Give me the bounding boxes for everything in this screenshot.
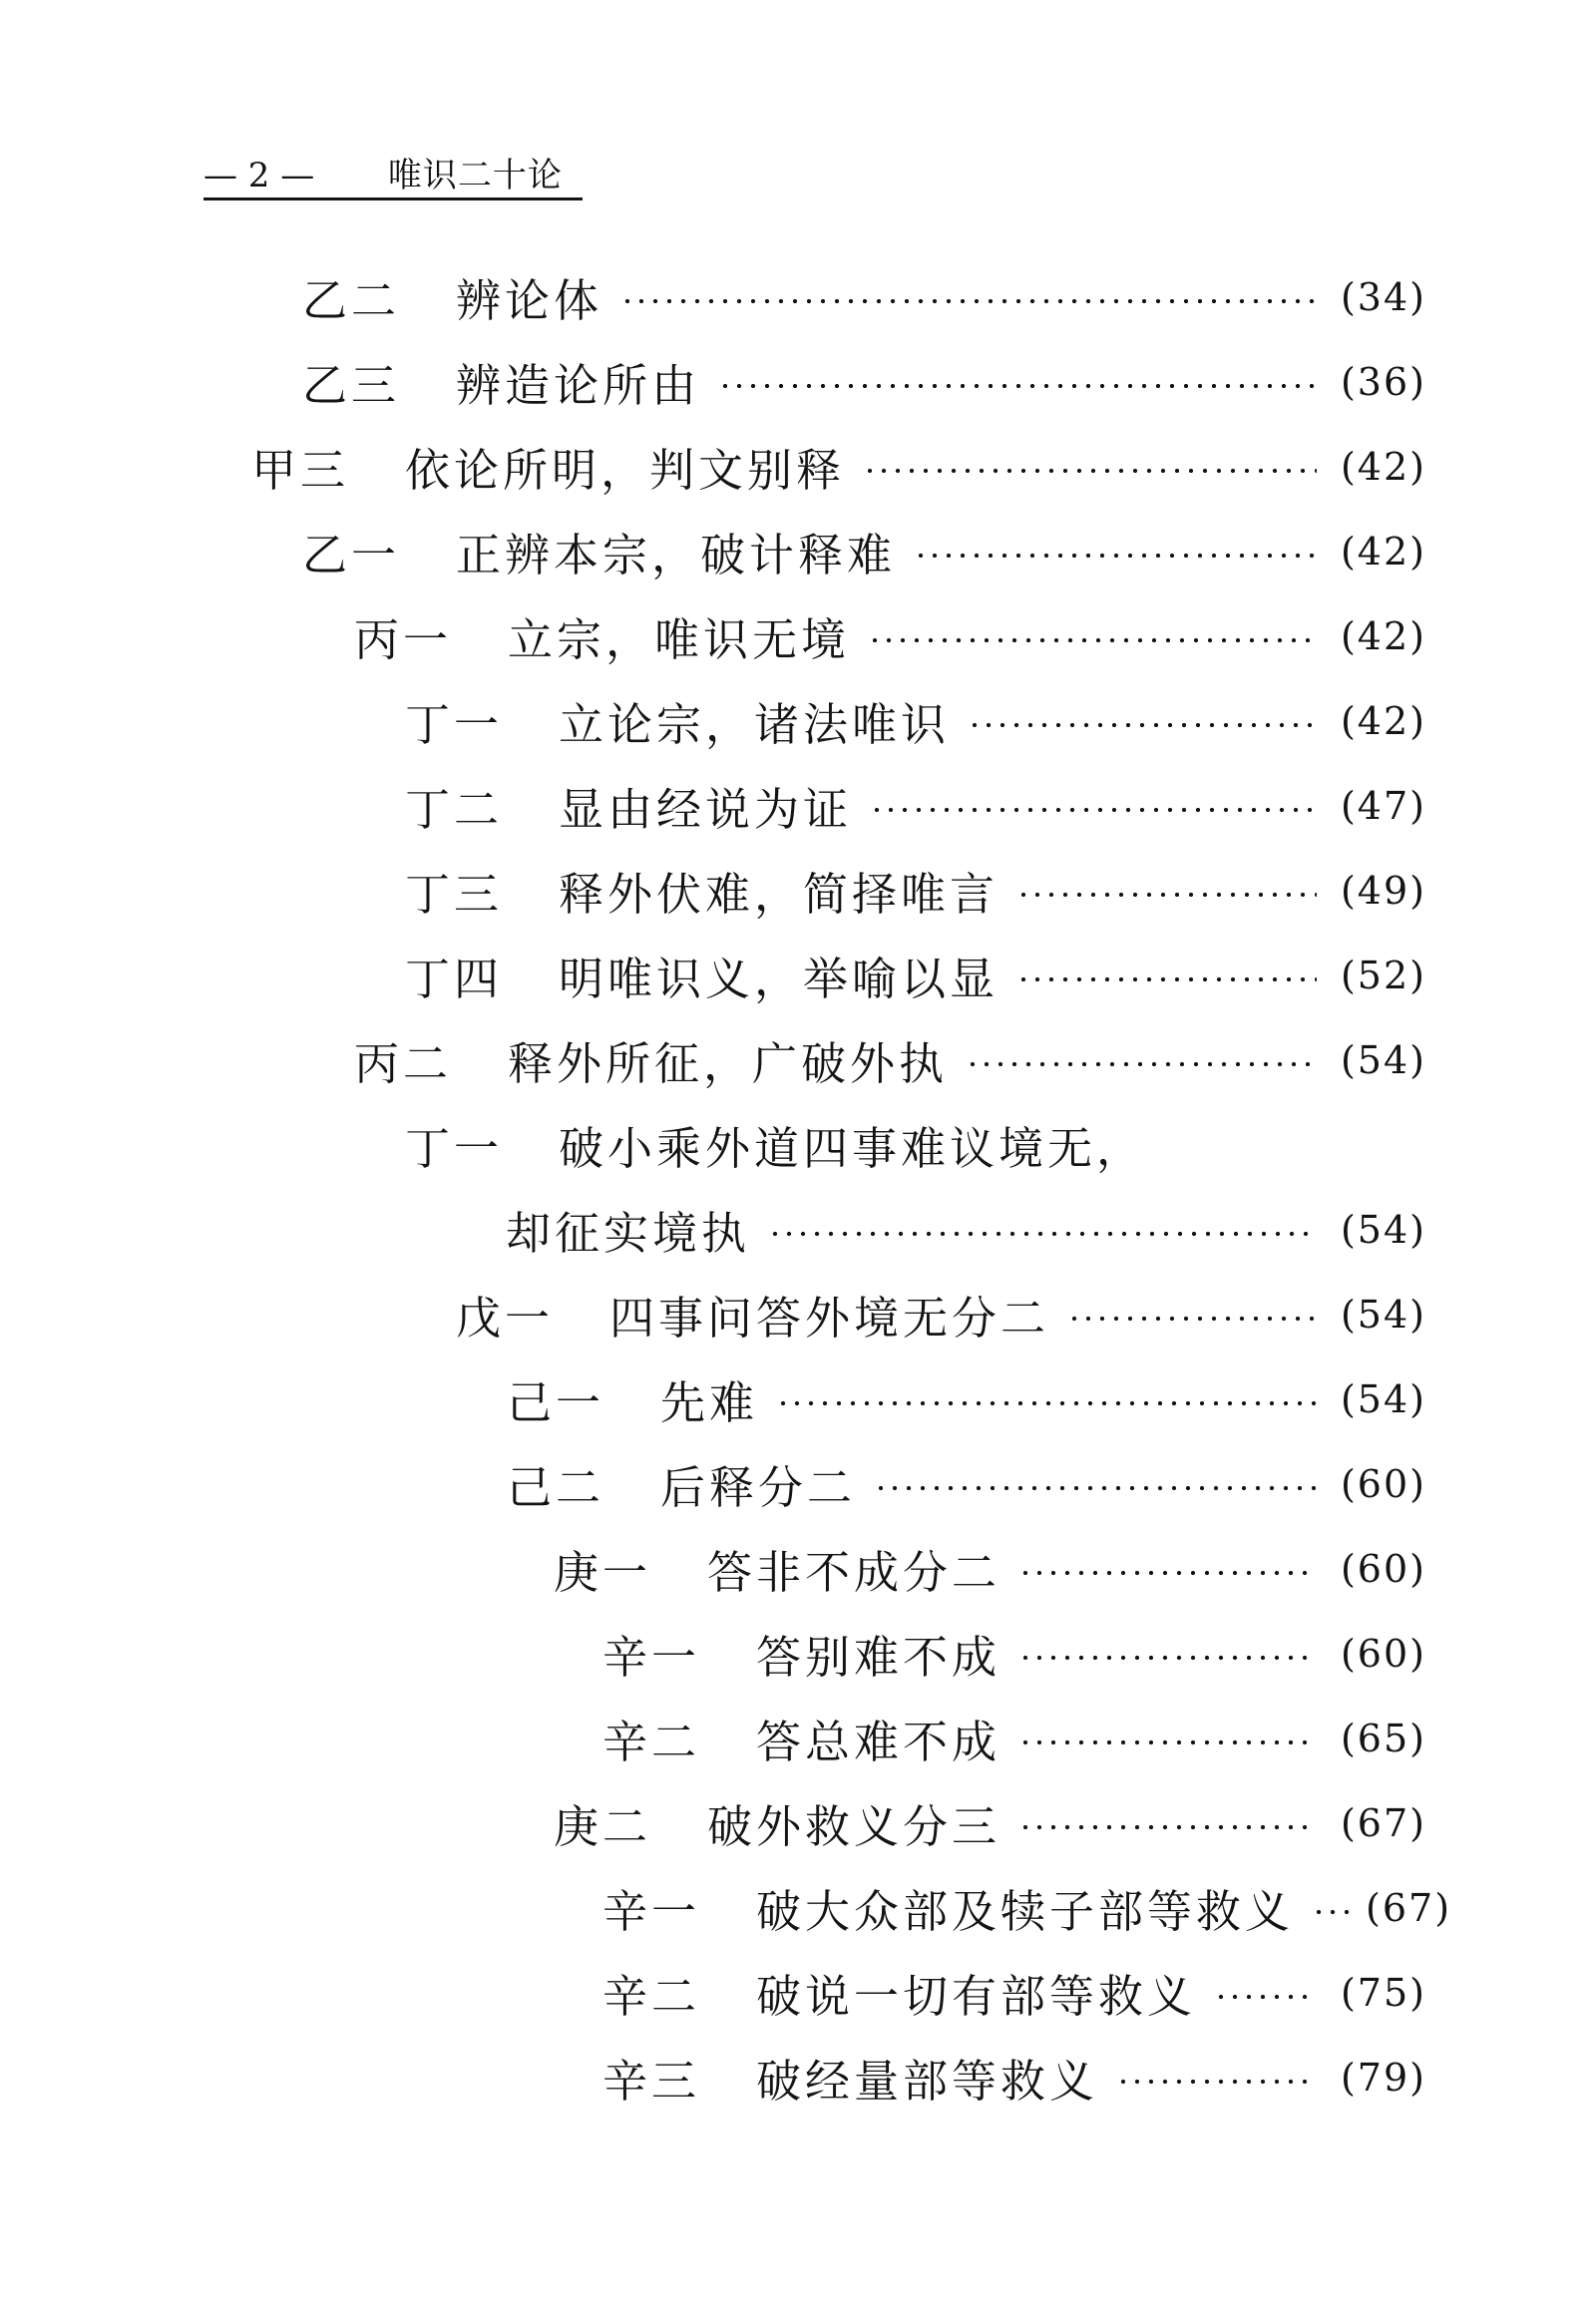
toc-entry[interactable] (0, 1611, 1596, 1696)
toc-entry[interactable] (0, 1356, 1596, 1441)
toc-section-label: 丙一 (354, 613, 453, 666)
toc-entry-line (405, 763, 1426, 848)
toc-heading: 却征实境执 (506, 1207, 751, 1260)
toc-page-number: (65) (1340, 1716, 1426, 1760)
toc-entry[interactable] (0, 1441, 1596, 1526)
toc-page-number: (47) (1340, 783, 1426, 828)
toc-entry-line (506, 1187, 1426, 1272)
toc-entry-line (251, 424, 1426, 509)
dot-leader (620, 298, 1317, 304)
toc-section-label: 丁一 (405, 1122, 504, 1175)
toc-entry[interactable] (0, 2035, 1596, 2119)
toc-entry-line (507, 1356, 1426, 1441)
toc-entry[interactable] (0, 1950, 1596, 2035)
toc-page-number: (54) (1340, 1292, 1426, 1337)
dot-leader (914, 553, 1317, 559)
toc-section-label: 丁四 (405, 953, 504, 1005)
toc-section-label: 己一 (507, 1376, 605, 1429)
toc-page-number: (54) (1340, 1037, 1426, 1082)
toc-entry-line (354, 593, 1426, 678)
dot-leader (968, 722, 1317, 728)
dot-leader (1018, 1570, 1317, 1576)
toc-page-number: (79) (1340, 2055, 1426, 2100)
toc-entry[interactable] (0, 254, 1596, 339)
toc-section-label: 乙三 (302, 359, 401, 412)
page-folio: — 2 — (203, 156, 315, 195)
toc-page-number: (60) (1340, 1631, 1426, 1676)
dot-leader (863, 468, 1317, 474)
dot-leader (1018, 1655, 1317, 1661)
toc-entry[interactable] (0, 1865, 1596, 1950)
toc-entry[interactable] (0, 424, 1596, 509)
toc-heading: 立宗，唯识无境 (508, 613, 851, 666)
toc-page-number: (42) (1340, 529, 1426, 574)
toc-section-label: 庚一 (554, 1546, 652, 1599)
toc-entry-line (554, 1780, 1426, 1865)
toc-section-label: 辛二 (602, 1970, 701, 2023)
toc-section-label: 辛三 (602, 2055, 701, 2108)
toc-heading: 依论所明，判文别释 (405, 444, 846, 497)
toc-section-label: 丁一 (405, 698, 504, 751)
toc-page-number: (60) (1340, 1461, 1426, 1506)
toc-entry-line (302, 254, 1426, 339)
toc-heading: 显由经说为证 (559, 783, 853, 836)
toc-entry[interactable] (0, 593, 1596, 678)
toc-page-number: (60) (1340, 1546, 1426, 1591)
toc-entry[interactable] (0, 763, 1596, 848)
dot-leader (1067, 1316, 1317, 1322)
toc-entry[interactable] (0, 848, 1596, 933)
toc-entry[interactable] (0, 1526, 1596, 1611)
toc-heading: 后释分二 (660, 1461, 857, 1514)
toc-entry[interactable] (0, 1696, 1596, 1780)
toc-entry-line (602, 1950, 1426, 2035)
toc-entry[interactable] (0, 1017, 1596, 1102)
toc-heading: 破说一切有部等救义 (756, 1970, 1197, 2023)
running-header (203, 150, 563, 201)
toc-section-label: 丙二 (354, 1037, 453, 1090)
toc-entry-line (354, 1017, 1426, 1102)
dot-leader (874, 1485, 1317, 1491)
toc-page-number: (67) (1340, 1800, 1426, 1845)
toc-entry[interactable] (0, 1187, 1596, 1272)
toc-section-label: 辛一 (602, 1631, 701, 1684)
dot-leader (1018, 1824, 1317, 1830)
toc-page-number: (42) (1340, 613, 1426, 658)
toc-section-label: 乙二 (302, 274, 401, 327)
book-title: 唯识二十论 (387, 156, 563, 195)
toc-entry-line (405, 848, 1426, 933)
dot-leader (966, 1061, 1317, 1067)
toc-entry[interactable] (0, 1102, 1596, 1187)
toc-entry[interactable] (0, 933, 1596, 1017)
toc-entry-line (507, 1441, 1426, 1526)
toc-page-number: (34) (1340, 274, 1426, 319)
toc-entry-line (302, 509, 1426, 593)
dot-leader (768, 1231, 1317, 1237)
toc-heading: 先难 (660, 1376, 759, 1429)
dot-leader (868, 637, 1317, 643)
toc-heading: 辨造论所由 (456, 359, 701, 412)
toc-page-number: (42) (1340, 698, 1426, 743)
toc-page-number: (36) (1340, 359, 1426, 404)
toc-section-label: 甲三 (251, 444, 350, 497)
toc-section-label: 乙一 (302, 529, 401, 581)
toc-entry[interactable] (0, 678, 1596, 763)
header-rule (203, 197, 583, 200)
dot-leader (1016, 892, 1317, 898)
toc-entry[interactable] (0, 1272, 1596, 1356)
toc-section-label: 辛二 (602, 1716, 701, 1768)
toc-page-number: (52) (1340, 953, 1426, 997)
dot-leader (718, 383, 1317, 389)
toc-heading: 释外所征，广破外执 (508, 1037, 949, 1090)
toc-heading: 破小乘外道四事难议境无， (559, 1122, 1146, 1175)
toc-entry[interactable] (0, 339, 1596, 424)
dot-leader (1312, 1909, 1352, 1915)
toc-heading: 破大众部及犊子部等救义 (756, 1885, 1295, 1938)
toc-entry-line (602, 1865, 1452, 1950)
toc-section-label: 庚二 (554, 1800, 652, 1853)
toc-heading: 答总难不成 (756, 1716, 1001, 1768)
toc-heading: 四事问答外境无分二 (609, 1292, 1050, 1345)
toc-entry[interactable] (0, 1780, 1596, 1865)
dot-leader (1018, 1739, 1317, 1745)
toc-entry-line (405, 678, 1426, 763)
toc-entry-line (405, 933, 1426, 1017)
dot-leader (1116, 2079, 1317, 2085)
toc-page-number: (42) (1340, 444, 1426, 489)
toc-entry-line (302, 339, 1426, 424)
table-of-contents (0, 254, 1596, 2119)
dot-leader (870, 807, 1317, 813)
toc-heading: 答非不成分二 (707, 1546, 1001, 1599)
toc-page-number: (75) (1340, 1970, 1426, 2015)
toc-heading: 破外救义分三 (707, 1800, 1001, 1853)
toc-page-number: (54) (1340, 1376, 1426, 1421)
toc-entry-line (602, 1696, 1426, 1780)
toc-entry[interactable] (0, 509, 1596, 593)
toc-section-label: 丁二 (405, 783, 504, 836)
toc-page-number: (54) (1340, 1207, 1426, 1252)
toc-entry-line (554, 1526, 1426, 1611)
toc-page-number: (67) (1366, 1885, 1452, 1930)
toc-heading: 正辨本宗，破计释难 (456, 529, 897, 581)
toc-section-label: 己二 (507, 1461, 605, 1514)
toc-entry-line (602, 1611, 1426, 1696)
toc-heading: 答别难不成 (756, 1631, 1001, 1684)
dot-leader (1214, 1994, 1317, 2000)
toc-heading: 辨论体 (456, 274, 603, 327)
toc-heading: 破经量部等救义 (756, 2055, 1099, 2108)
dot-leader (776, 1400, 1317, 1406)
toc-heading: 明唯识义，举喻以显 (559, 953, 999, 1005)
toc-section-label: 辛一 (602, 1885, 701, 1938)
dot-leader (1016, 976, 1317, 982)
toc-entry-line (456, 1272, 1426, 1356)
toc-section-label: 戊一 (456, 1292, 555, 1345)
toc-entry-line (602, 2035, 1426, 2119)
toc-section-label: 丁三 (405, 868, 504, 921)
toc-heading: 释外伏难，简择唯言 (559, 868, 999, 921)
toc-page-number: (49) (1340, 868, 1426, 913)
toc-heading: 立论宗，诸法唯识 (559, 698, 951, 751)
toc-entry-line (405, 1102, 1426, 1187)
